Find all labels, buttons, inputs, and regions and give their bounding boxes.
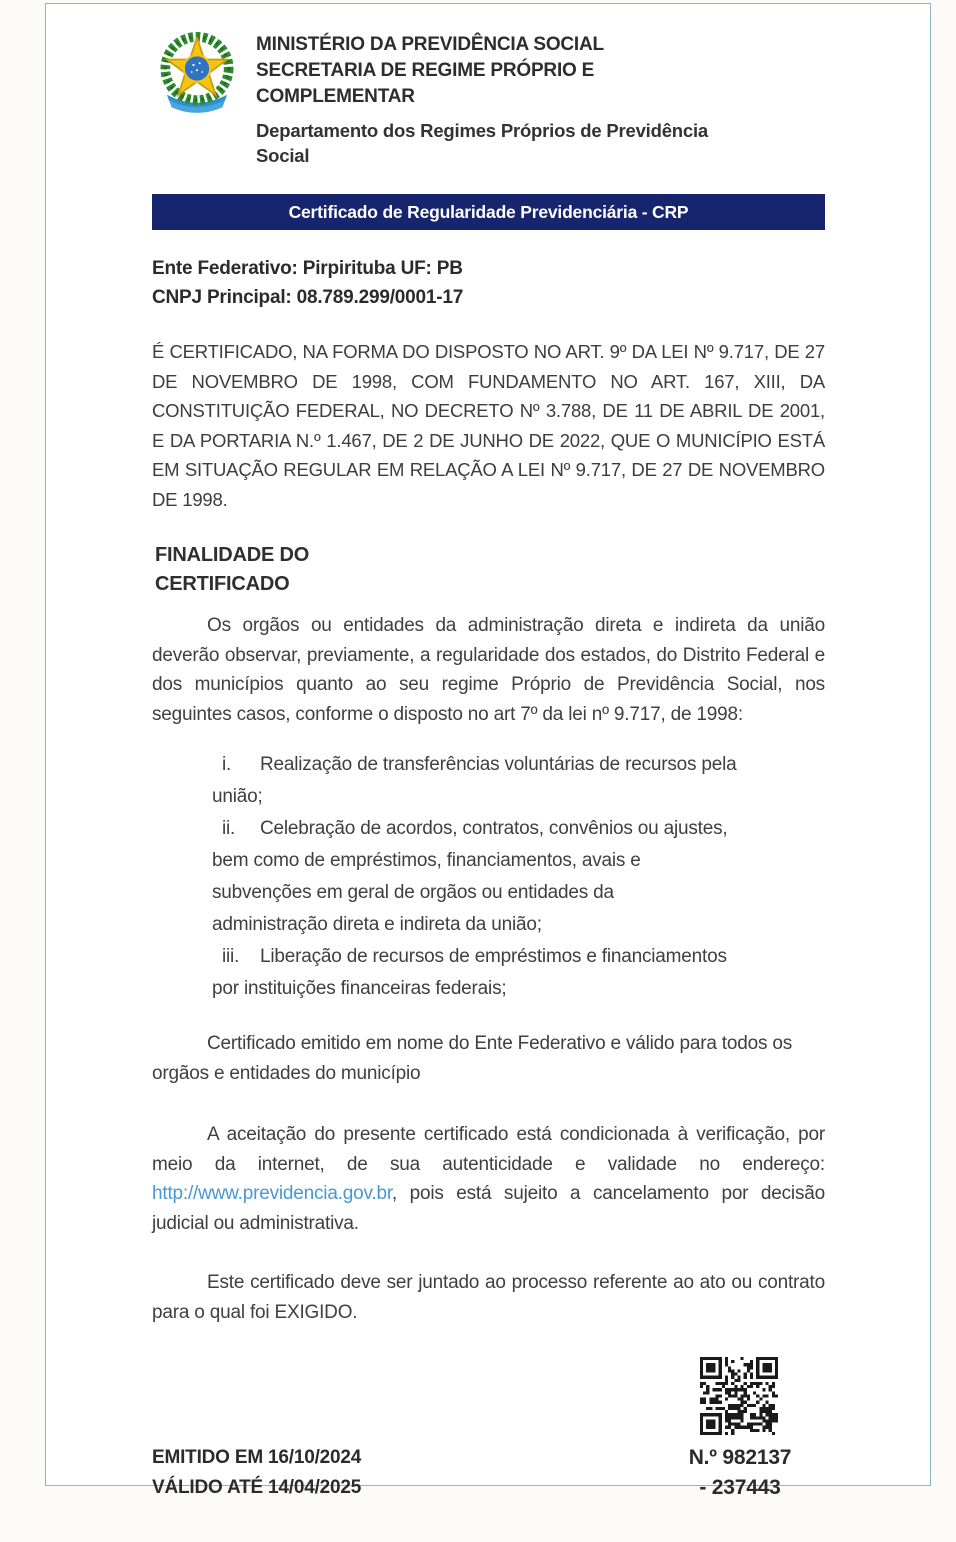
- brazil-coat-of-arms-icon: [152, 28, 242, 116]
- cnpj-line: CNPJ Principal: 08.789.299/0001-17: [152, 287, 464, 308]
- list-numeral: i.: [222, 754, 232, 775]
- purpose-list: [212, 749, 825, 1005]
- list-item-text: Liberação de recursos de empréstimos e financiamentos: [260, 946, 727, 967]
- list-item-text: Celebração de acordos, contratos, convênios ou ajustes,: [260, 818, 728, 839]
- issued-note: Certificado emitido em nome do Ente Federativo e válido para todos os orgãos e entidades do município: [152, 1033, 793, 1084]
- list-item-text: administração direta e indireta da união;: [212, 914, 542, 935]
- acceptance-text-after: , pois está sujeito a cancelamento por decisão judicial ou administrativa.: [152, 1183, 825, 1234]
- list-item: [212, 941, 825, 1005]
- qr-code-icon: [699, 1357, 779, 1435]
- certificate-title-banner: Certificado de Regularidade Previdenciária - CRP: [152, 194, 825, 230]
- qr-row: [152, 1357, 825, 1435]
- list-item: [212, 813, 825, 941]
- certificate-number-line2: - 237443: [699, 1476, 781, 1499]
- purpose-heading: FINALIDADE DO CERTIFICADO: [155, 544, 310, 595]
- acceptance-text-before: A aceitação do presente certificado está condicionada à verificação, por meio da internet, de sua autenticidade e validade no endereço:: [152, 1124, 825, 1175]
- entity-info: [152, 254, 825, 312]
- secretariat-title: SECRETARIA DE REGIME PRÓPRIO E COMPLEMENTAR: [256, 60, 595, 107]
- purpose-intro: Os orgãos ou entidades da administração direta e indireta da união deverão observar, previamente, a regularidade dos estados, do Distrito Federal e dos municípios quanto ao seu regime Próprio de Previdência Social, nos seguintes casos, conforme o disposto no art 7º da lei nº 9.717, de 1998:: [152, 615, 825, 725]
- certificate-container: [45, 3, 931, 1499]
- ministry-title: MINISTÉRIO DA PREVIDÊNCIA SOCIAL: [256, 34, 604, 55]
- document-header: [152, 4, 825, 168]
- certificate-number-line1: N.º 982137: [688, 1446, 792, 1469]
- list-item-text: bem como de empréstimos, financiamentos, avais e: [212, 850, 641, 871]
- valid-until-date: VÁLIDO ATÉ 14/04/2025: [152, 1477, 362, 1498]
- list-item: [212, 749, 825, 813]
- list-item-text: Realização de transferências voluntárias de recursos pela: [260, 754, 737, 775]
- list-numeral: ii.: [222, 818, 236, 839]
- list-item-text: subvenções em geral de orgãos ou entidades da: [212, 882, 614, 903]
- ente-federativo-line: Ente Federativo: Pirpirituba UF: PB: [152, 258, 463, 279]
- list-numeral: iii.: [222, 946, 240, 967]
- document-footer: [152, 1443, 825, 1503]
- department-title: Departamento dos Regimes Próprios de Previdência Social: [256, 120, 709, 166]
- list-item-text: união;: [212, 786, 263, 807]
- certification-paragraph: É CERTIFICADO, NA FORMA DO DISPOSTO NO ART. 9º DA LEI Nº 9.717, DE 27 DE NOVEMBRO DE 1998, COM FUNDAMENTO NO ART. 167, XIII, DA CONSTITUIÇÃO FEDERAL, NO DECRETO Nº 3.788, DE 11 DE ABRIL DE 2001, E DA PORTARIA N.º 1.467, DE 2 DE JUNHO DE 2022, QUE O MUNICÍPIO ESTÁ EM SITUAÇÃO REGULAR EM RELAÇÃO A LEI Nº 9.717, DE 27 DE NOVEMBRO DE 1998.: [152, 341, 825, 510]
- footer-dates: [152, 1443, 361, 1503]
- certificate-number: [655, 1443, 825, 1503]
- attach-note: Este certificado deve ser juntado ao processo referente ao ato ou contrato para o qual foi EXIGIDO.: [152, 1272, 825, 1323]
- issued-date: EMITIDO EM 16/10/2024: [152, 1447, 362, 1468]
- previdencia-link[interactable]: http://www.previdencia.gov.br: [152, 1183, 392, 1204]
- list-item-text: por instituições financeiras federais;: [212, 978, 507, 999]
- acceptance-note: [152, 1120, 825, 1238]
